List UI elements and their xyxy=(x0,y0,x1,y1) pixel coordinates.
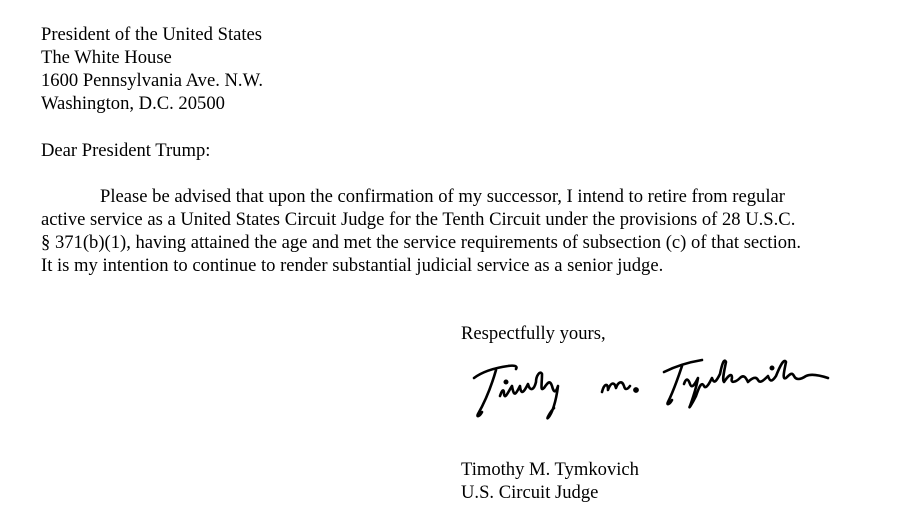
letter-body xyxy=(41,185,901,277)
body-line-1: Please be advised that upon the confirmation of my successor, I intend to retire from regular xyxy=(100,186,785,207)
signer-block xyxy=(461,458,639,504)
body-line-4: It is my intention to continue to render substantial judicial service as a senior judge. xyxy=(41,255,664,276)
recipient-address xyxy=(41,23,263,115)
signer-name: Timothy M. Tymkovich xyxy=(461,459,639,480)
salutation: Dear President Trump: xyxy=(41,140,211,161)
recipient-line-1: President of the United States xyxy=(41,24,263,45)
body-line-2: active service as a United States Circuit Judge for the Tenth Circuit under the provisions of 28 U.S.C. xyxy=(41,209,796,230)
handwritten-signature xyxy=(470,352,845,434)
recipient-line-2: The White House xyxy=(41,47,172,68)
signer-title: U.S. Circuit Judge xyxy=(461,482,599,503)
closing: Respectfully yours, xyxy=(461,323,606,344)
recipient-line-3: 1600 Pennsylvania Ave. N.W. xyxy=(41,70,264,91)
recipient-line-4: Washington, D.C. 20500 xyxy=(41,93,225,114)
body-line-3: § 371(b)(1), having attained the age and met the service requirements of subsection (c) of that section. xyxy=(41,232,802,253)
